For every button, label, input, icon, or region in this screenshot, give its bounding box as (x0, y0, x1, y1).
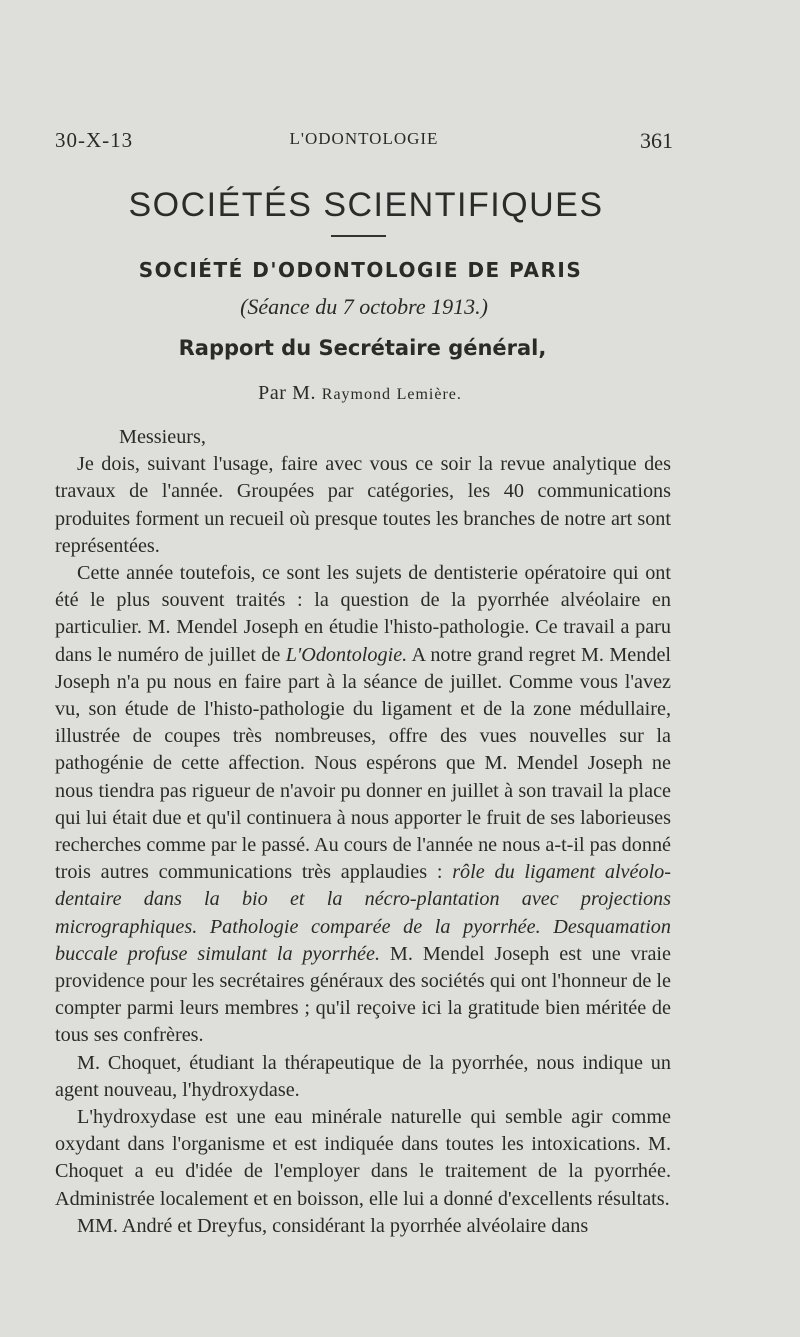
paragraph: Je dois, suivant l'usage, faire avec vous ce soir la revue analytique des travaux de l'année. Groupées par catégories, les 40 communications produites forment un recueil où presque toutes les branches de notre art sont représentées. (55, 453, 671, 557)
author-first-name: Raymond (321, 386, 391, 403)
section-title: SOCIÉTÉS SCIENTIFIQUES (128, 186, 604, 224)
paragraph-text: A notre grand regret M. Mendel Joseph n'a pu nous en faire part à la séance de juillet. Comme vous l'avez vu, son étude de l'histo-pathologie du ligament et de la zone médullaire, illustrée de coupes très nombreuses, offre des vues nouvelles sur la pathogénie de cette affection. Nous espérons que M. Mendel Joseph ne nous tiendra pas rigueur de n'avoir pu donner en juillet à son travail la place qui lui était due et qu'il continuera à nous apporter le fruit de ses laborieuses recherches comme par le passé. Au cours de l'année ne nous a-t-il pas donné trois autres communications très applaudies : (55, 643, 672, 884)
salutation: Messieurs, (119, 426, 206, 448)
page-number: 361 (640, 128, 673, 153)
paragraph-text: Cette année toutefois, ce sont les sujets de dentisterie opératoire qui ont été le plus souvent traités : la question de la pyorrhée alvéolaire en particulier. M. Mendel Joseph en étudie l'histo-pathologie. Ce travail a paru dans le numéro de juillet de (55, 562, 671, 666)
paragraph: MM. André et Dreyfus, considérant la pyorrhée alvéolaire dans (77, 1214, 589, 1237)
journal-name: L'ODONTOLOGIE (289, 129, 439, 148)
paragraph (55, 560, 671, 1050)
paragraph: M. Choquet, étudiant la thérapeutique de la pyorrhée, nous indique un agent nouveau, l'hydroxydase. (55, 1051, 671, 1101)
author-last-name: Lemière. (396, 386, 462, 403)
paragraph-text: M. Mendel Joseph est une vraie providence pour les secrétaires généraux des sociétés qui ont l'honneur de le compter parmi leurs membres ; qu'il reçoive ici la gratitude bien méritée de tous ses confrères. (55, 942, 671, 1047)
byline-prefix: Par M. (258, 382, 317, 404)
journal-reference: L'Odontologie. (285, 643, 408, 666)
paragraph: L'hydroxydase est une eau minérale naturelle qui semble agir comme oxydant dans l'organisme et est indiquée dans toutes les intoxications. M. Choquet a eu d'idée de l'employer dans le traitement de la pyorrhée. Administrée localement et en boisson, elle lui a donné d'excellents résultats. (55, 1106, 671, 1210)
article-body (55, 424, 671, 1240)
seance-date (0, 294, 728, 320)
report-heading: Rapport du Secrétaire général, (178, 336, 547, 360)
running-head (55, 128, 673, 158)
seance-date-text: (Séance du 7 octobre 1913.) (240, 294, 488, 319)
title-rule (331, 235, 386, 237)
society-heading: SOCIÉTÉ D'ODONTOLOGIE DE PARIS (138, 258, 583, 282)
communication-titles: rôle du ligament alvéolo-dentaire dans la bio et la nécro-plantation avec projections micrographiques. Pathologie comparée de la pyorrhée. Desquamation buccale profuse simulant la pyorrhée. (55, 861, 671, 965)
issue-date: 30-X-13 (55, 128, 134, 152)
byline (0, 382, 720, 405)
